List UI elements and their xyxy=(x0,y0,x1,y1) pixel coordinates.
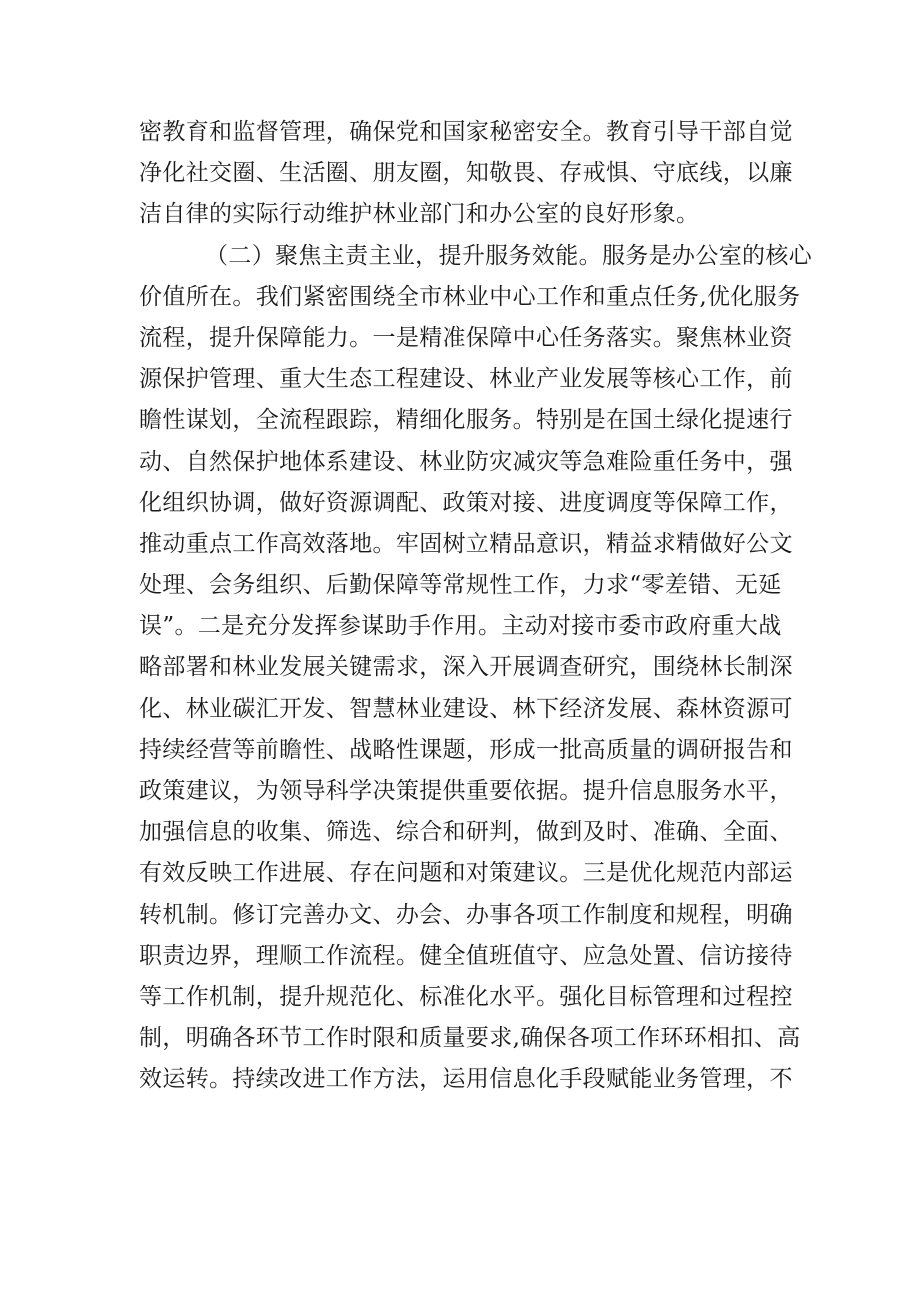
text-line: 持续经营等前瞻性、战略性课题，形成一批高质量的调研报告和 xyxy=(139,736,793,763)
text-line: 化组织协调，做好资源调配、政策对接、进度调度等保障工作， xyxy=(139,489,793,516)
text-line: 净化社交圈、生活圈、朋友圈，知敬畏、存戒惧、守底线，以廉 xyxy=(139,160,793,187)
text-line: 处理、会务组织、后勤保障等常规性工作，力求“零差错、无延 xyxy=(139,572,782,599)
text-line: 制，明确各环节工作时限和质量要求,确保各项工作环环相扣、高 xyxy=(139,1025,801,1052)
text-line: 等工作机制，提升规范化、标准化水平。强化目标管理和过程控 xyxy=(139,983,793,1010)
text-line: 误”。二是充分发挥参谋助手作用。主动对接市委市政府重大战 xyxy=(139,613,782,640)
text-line: 瞻性谋划，全流程跟踪，精细化服务。特别是在国土绿化提速行 xyxy=(139,407,793,434)
text-line: 推动重点工作高效落地。牢固树立精品意识，精益求精做好公文 xyxy=(139,530,793,557)
section-heading-line: （二）聚焦主责主业，提升服务效能。服务是办公室的核心 xyxy=(205,242,813,269)
text-line: 流程，提升保障能力。一是精准保障中心任务落实。聚焦林业资 xyxy=(139,324,793,351)
text-line: 密教育和监督管理，确保党和国家秘密安全。教育引导干部自觉 xyxy=(139,119,793,145)
text-line: 洁自律的实际行动维护林业部门和办公室的良好形象。 xyxy=(139,201,700,228)
text-line: 略部署和林业发展关键需求，深入开展调查研究，围绕林长制深 xyxy=(139,654,793,681)
text-line: 有效反映工作进展、存在问题和对策建议。三是优化规范内部运 xyxy=(139,860,793,887)
body-text xyxy=(139,112,813,1101)
text-line: 价值所在。我们紧密围绕全市林业中心工作和重点任务,优化服务 xyxy=(139,283,801,310)
text-line: 政策建议，为领导科学决策提供重要依据。提升信息服务水平， xyxy=(139,778,793,804)
text-line: 转机制。修订完善办文、办会、办事各项工作制度和规程，明确 xyxy=(139,901,793,928)
text-line: 职责边界，理顺工作流程。健全值班值守、应急处置、信访接待 xyxy=(139,942,793,969)
text-line: 动、自然保护地体系建设、林业防灾减灾等急难险重任务中，强 xyxy=(139,448,793,475)
text-line: 效运转。持续改进工作方法，运用信息化手段赋能业务管理，不 xyxy=(139,1066,793,1093)
text-line: 化、林业碳汇开发、智慧林业建设、林下经济发展、森林资源可 xyxy=(139,695,793,722)
text-line: 源保护管理、重大生态工程建设、林业产业发展等核心工作，前 xyxy=(139,366,793,393)
text-line: 加强信息的收集、筛选、综合和研判，做到及时、准确、全面、 xyxy=(139,819,793,846)
